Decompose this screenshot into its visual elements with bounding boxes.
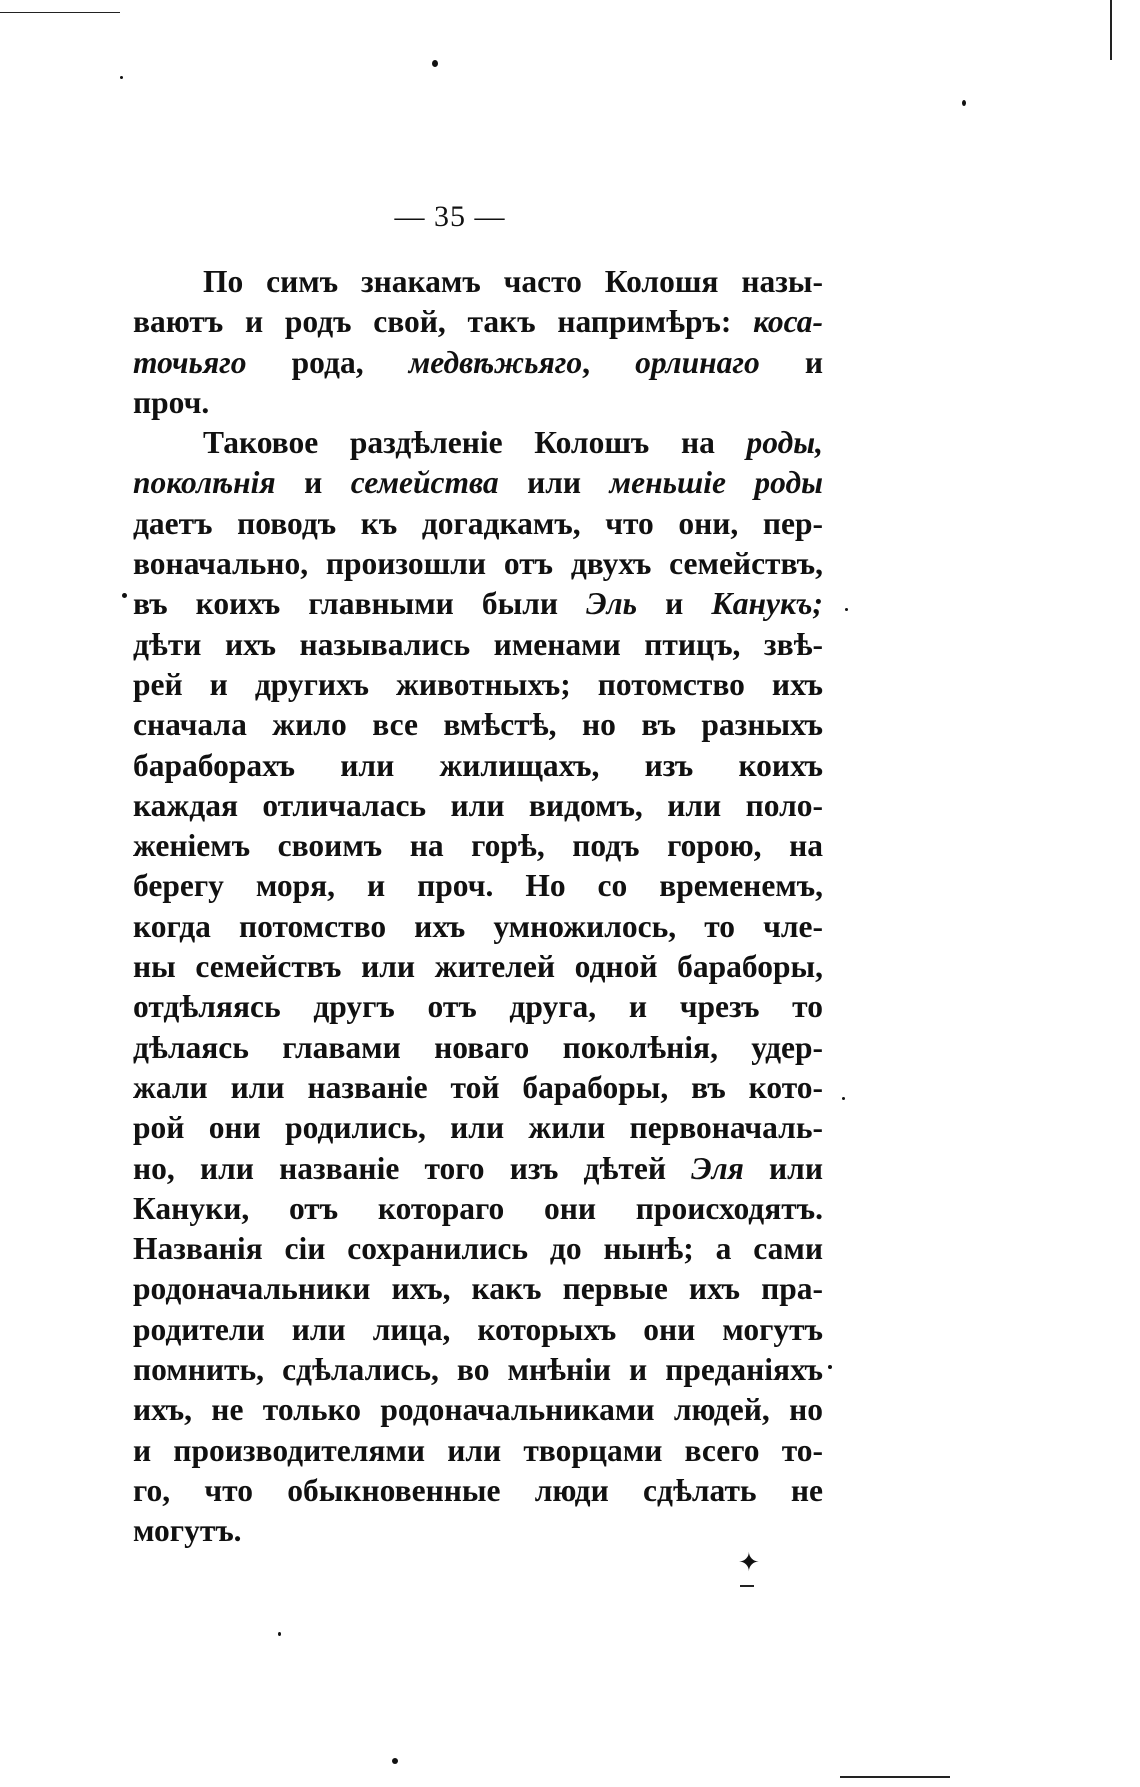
text-line: и производителями или творцами всего то-	[133, 1432, 823, 1468]
text-line: родители или лица, которыхъ они могутъ	[133, 1311, 823, 1347]
edge-line	[0, 12, 120, 13]
text-line: ихъ, не только родоначальниками людей, но	[133, 1392, 823, 1428]
scan-speck	[432, 60, 438, 67]
text-line: отдѣляясь другъ отъ друга, и чрезъ то	[133, 989, 823, 1025]
text-line: ны семействъ или жителей одной бараборы,	[133, 949, 823, 985]
text-line: бараборахъ или жилищахъ, изъ коихъ	[133, 747, 823, 783]
text-line: берегу моря, и проч. Но со временемъ,	[133, 868, 823, 904]
text-line: проч.	[133, 384, 210, 420]
scan-speck	[122, 593, 127, 598]
text-line: Таковое раздѣленіе Колошъ на роды,	[203, 425, 823, 461]
edge-line	[1110, 0, 1112, 60]
scan-speck	[962, 100, 966, 106]
text-line: воначально, произошли отъ двухъ семействъ,	[133, 546, 823, 582]
text-line: каждая отличалась или видомъ, или поло-	[133, 787, 823, 823]
text-line: сначала жило все вмѣстѣ, но въ разныхъ	[133, 707, 823, 743]
ornament-icon: ✦	[738, 1548, 760, 1578]
scan-speck	[845, 608, 848, 611]
text-line: жали или названіе той бараборы, въ кото-	[133, 1069, 823, 1105]
text-line: но, или названіе того изъ дѣтей Эля или	[133, 1150, 823, 1186]
text-line: помнить, сдѣлались, во мнѣніи и преданіяхъ	[133, 1352, 823, 1388]
text-line: въ коихъ главными были Эль и Канукъ;	[133, 586, 824, 622]
text-line: дѣлаясь главами новаго поколѣнія, удер-	[133, 1029, 823, 1065]
text-line: рой они родились, или жили первоначаль-	[133, 1110, 823, 1146]
text-line: ваютъ и родъ свой, такъ напримѣръ: коса-	[133, 304, 823, 340]
ornament-dash	[740, 1585, 754, 1587]
body-text	[133, 262, 823, 1552]
scan-speck	[392, 1758, 398, 1764]
scan-speck	[828, 1365, 832, 1369]
text-line: даетъ поводъ къ догадкамъ, что они, пер-	[133, 505, 823, 541]
page-number: — 35 —	[394, 200, 506, 233]
scan-speck	[278, 1632, 281, 1636]
text-line: точьяго рода, медвѣжьяго, орлинаго и	[133, 344, 824, 380]
scan-speck	[842, 1097, 845, 1100]
text-line: поколѣнія и семейства или меньшіе роды	[133, 465, 823, 501]
text-line: Кануки, отъ котораго они происходятъ.	[133, 1190, 823, 1226]
scan-speck	[120, 76, 123, 79]
text-line: дѣти ихъ назывались именами птицъ, звѣ-	[133, 626, 823, 662]
text-line: рей и другихъ животныхъ; потомство ихъ	[133, 666, 823, 702]
text-line: женіемъ своимъ на горѣ, подъ горою, на	[133, 828, 823, 864]
text-line: родоначальники ихъ, какъ первые ихъ пра-	[133, 1271, 823, 1307]
text-line: когда потомство ихъ умножилось, то чле-	[133, 908, 823, 944]
footer-rule	[840, 1776, 950, 1778]
text-line: го, что обыкновенные люди сдѣлать не	[133, 1472, 823, 1508]
text-line: По симъ знакамъ часто Колошя назы-	[203, 264, 823, 299]
text-line: Названія сіи сохранились до нынѣ; а сами	[133, 1231, 823, 1267]
text-line: могутъ.	[133, 1513, 242, 1549]
